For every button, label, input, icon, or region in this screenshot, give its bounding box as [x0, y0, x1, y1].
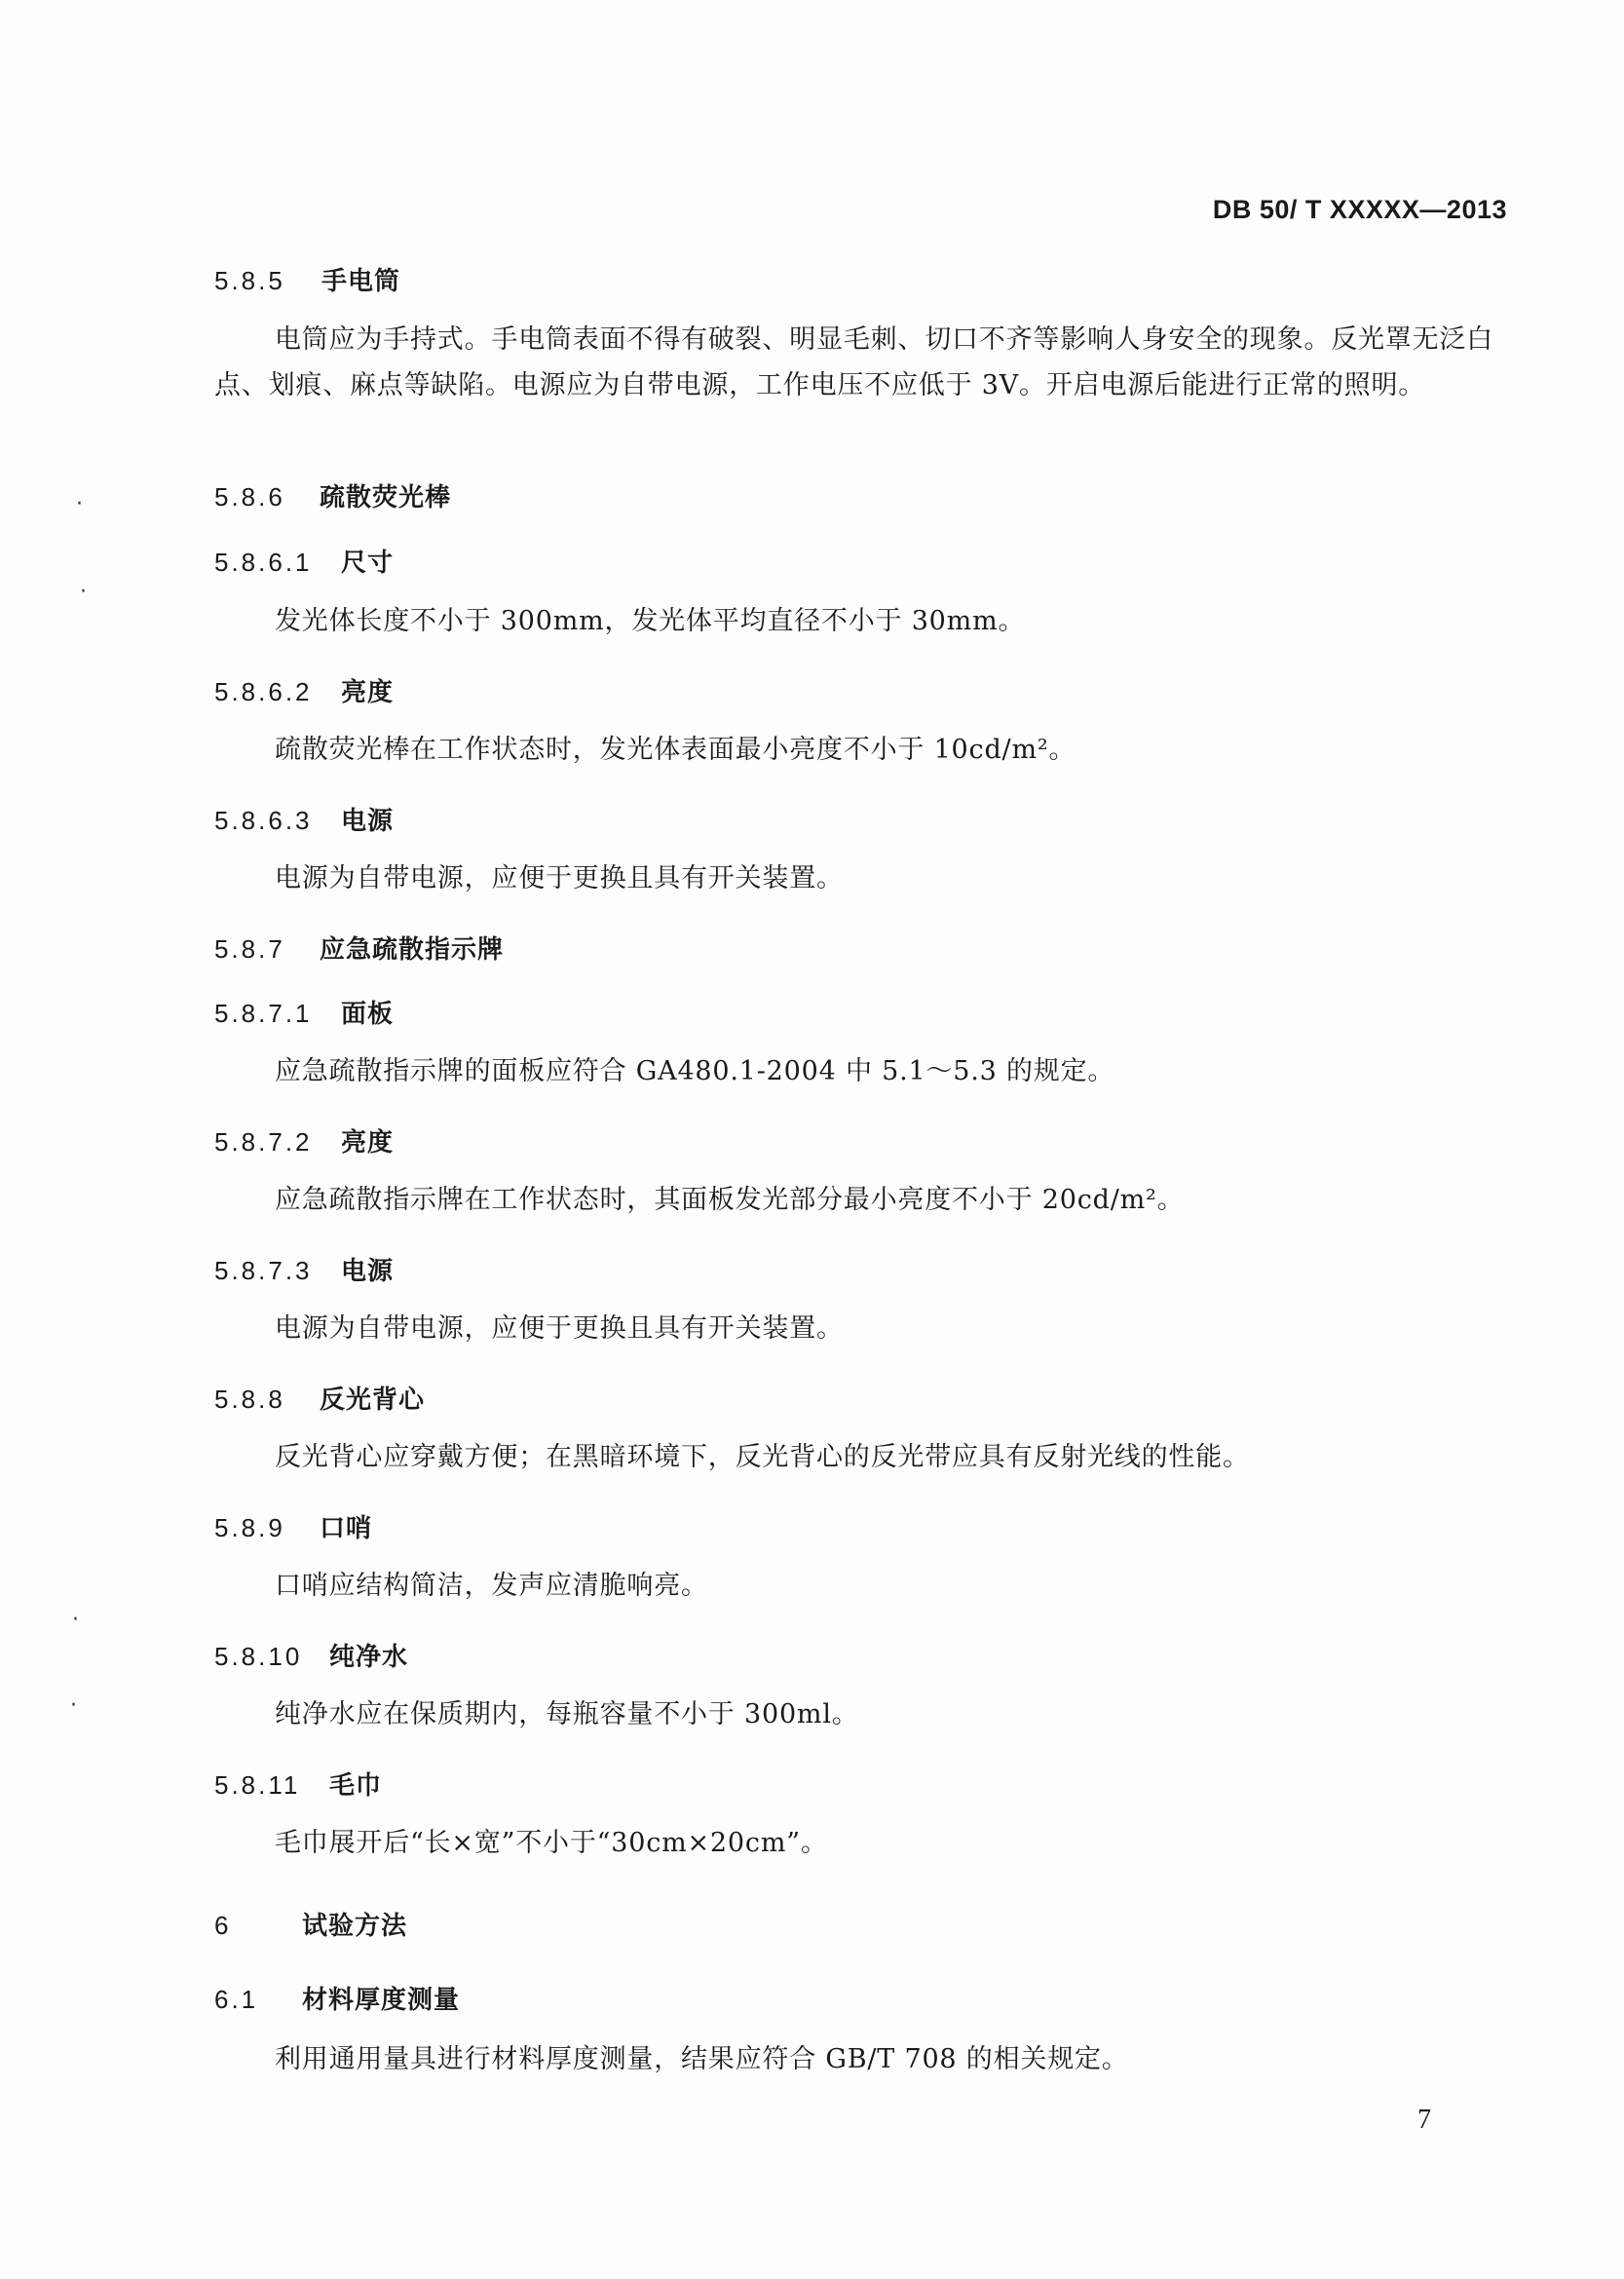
page-number: 7	[1417, 2105, 1431, 2135]
section-title: 亮度	[341, 1128, 395, 1158]
section-number: 5.8.7.3	[214, 1256, 313, 1285]
section-title: 应急疏散指示牌	[320, 935, 505, 965]
section-paragraph-5-8-11: 毛巾展开后“长×宽”不小于“30cm×20cm”。	[275, 1828, 828, 1858]
section-number: 5.8.6.2	[214, 677, 313, 706]
section-heading-6-1	[214, 1980, 460, 2016]
section-paragraph-5-8-5: 电筒应为手持式。手电筒表面不得有破裂、明显毛刺、切口不齐等影响人身安全的现象。反光罩无泛白点、划痕、麻点等缺陷。电源应为自带电源，工作电压不应低于 3V。开启电源后能进行正常的照明。	[214, 324, 1493, 400]
section-title: 亮度	[341, 678, 395, 707]
section-heading-5-8-7-2	[214, 1122, 394, 1158]
section-number: 5.8.9	[214, 1513, 285, 1542]
section-title: 电源	[341, 1257, 395, 1286]
scan-speck: ·	[72, 1608, 79, 1632]
section-title: 毛巾	[329, 1771, 383, 1801]
section-paragraph-5-8-7-2: 应急疏散指示牌在工作状态时，其面板发光部分最小亮度不小于 20cd/m²。	[275, 1185, 1185, 1215]
section-paragraph-5-8-7-1: 应急疏散指示牌的面板应符合 GA480.1-2004 中 5.1～5.3 的规定。	[275, 1056, 1115, 1086]
section-number: 5.8.6.1	[214, 548, 313, 577]
section-heading-5-8-6	[214, 477, 451, 513]
section-paragraph-5-8-6-1: 发光体长度不小于 300mm，发光体平均直径不小于 30mm。	[275, 606, 1026, 636]
scan-speck: ·	[70, 1693, 77, 1718]
standard-code: DB 50/ T XXXXX—2013	[1212, 195, 1507, 224]
section-paragraph-5-8-9: 口哨应结构简洁，发声应清脆响亮。	[275, 1571, 708, 1601]
section-paragraph-5-8-6-2: 疏散荧光棒在工作状态时，发光体表面最小亮度不小于 10cd/m²。	[275, 735, 1076, 765]
section-number: 5.8.7.1	[214, 999, 313, 1028]
section-number: 5.8.11	[214, 1770, 301, 1800]
section-paragraph-5-8-6-3: 电源为自带电源，应便于更换且具有开关装置。	[275, 863, 844, 893]
section-heading-5-8-7-1	[214, 994, 394, 1030]
section-title: 纯净水	[329, 1643, 409, 1672]
section-paragraph-6-1: 利用通用量具进行材料厚度测量，结果应符合 GB/T 708 的相关规定。	[275, 2044, 1129, 2074]
section-number: 5.8.7.2	[214, 1127, 313, 1157]
section-number: 5.8.8	[214, 1385, 285, 1414]
section-heading-5-8-11	[214, 1766, 382, 1802]
scan-speck: ·	[80, 580, 87, 604]
section-number: 5.8.5	[214, 266, 285, 295]
section-heading-5-8-10	[214, 1637, 408, 1673]
section-title: 疏散荧光棒	[320, 483, 452, 513]
section-heading-5-8-6-1	[214, 543, 394, 579]
section-title: 面板	[341, 1000, 395, 1029]
section-paragraph-5-8-10: 纯净水应在保质期内，每瓶容量不小于 300ml。	[275, 1699, 859, 1729]
section-heading-5-8-5	[214, 261, 400, 297]
section-title: 试验方法	[302, 1912, 408, 1941]
section-heading-5-8-6-3	[214, 801, 394, 837]
section-paragraph-5-8-8: 反光背心应穿戴方便；在黑暗环境下，反光背心的反光带应具有反射光线的性能。	[275, 1442, 1250, 1472]
section-number: 5.8.6	[214, 482, 285, 512]
section-paragraph-5-8-7-3: 电源为自带电源，应便于更换且具有开关装置。	[275, 1313, 844, 1344]
section-heading-5-8-7-3	[214, 1251, 394, 1287]
section-number: 6	[214, 1911, 232, 1940]
section-title: 反光背心	[320, 1386, 426, 1415]
section-number: 5.8.10	[214, 1642, 303, 1671]
section-title: 手电筒	[321, 267, 401, 296]
section-heading-5-8-7	[214, 930, 504, 966]
scan-speck: ·	[76, 492, 83, 516]
section-heading-6	[214, 1906, 407, 1942]
section-number: 5.8.6.3	[214, 806, 313, 835]
section-heading-5-8-6-2	[214, 672, 394, 708]
section-heading-5-8-8	[214, 1380, 425, 1416]
section-title: 尺寸	[341, 549, 395, 578]
section-number: 6.1	[214, 1985, 259, 2014]
section-title: 电源	[341, 807, 395, 836]
section-title: 材料厚度测量	[302, 1986, 461, 2015]
section-heading-5-8-9	[214, 1508, 372, 1544]
section-title: 口哨	[320, 1514, 373, 1543]
section-number: 5.8.7	[214, 934, 285, 964]
